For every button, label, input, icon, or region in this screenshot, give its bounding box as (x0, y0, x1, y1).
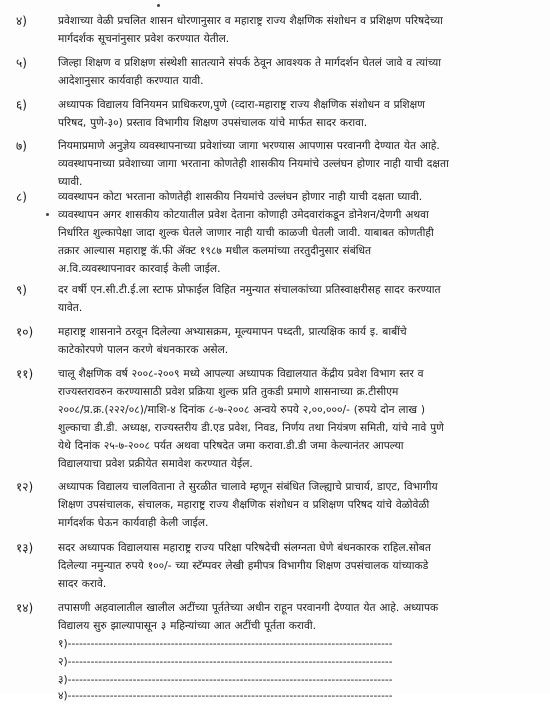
clause-number: ११) (16, 367, 34, 381)
clause-text (58, 365, 538, 473)
clause-text (58, 188, 538, 278)
clause-line: दिलेल्या नमुन्यात रुपये १००/- च्या स्टॅम्पवर लेखी हमीपत्र विभागीय शिक्षण उपसंचालक यांच्याकडे (58, 560, 429, 572)
clause-line: शुल्काचा डी.डी. अध्यक्ष, राज्यस्तरीय डी.एड प्रवेश, निवड, निर्णय तथा नियंत्रण समिती, यांचे नावे पुणे (58, 422, 444, 434)
condition-blank-line: ३)------------------------------------------------------------------------------------- (58, 674, 393, 686)
clause-line: तक्रार आल्यास महाराष्ट्र कॅ.फी ॲक्ट १९८७ मधील कलमांच्या तरतुदीनुसार संबंधित (58, 245, 372, 257)
clause-line: घ्यावी. (58, 176, 83, 188)
clause-line: प्रवेशाच्या वेळी प्रचलित शासन धोरणानुसार व महाराष्ट्र राज्य शैक्षणिक संशोधन व प्रशिक्षण परिषदेच्या (58, 15, 443, 27)
clause-line: काटेकोरपणे पालन करणे बंधनकारक असेल. (58, 344, 229, 356)
clause-line: विद्यालयाचा प्रवेश प्रक्रीयेत समावेश करण्यात येईल. (58, 458, 253, 470)
clause-text (58, 323, 538, 359)
clause-line: विद्यालय सुरु झाल्यापासून ३ महिन्यांच्या आत अटींची पूर्तता करावी. (58, 620, 316, 632)
clause-text (58, 478, 538, 532)
clause-line: चालू शैक्षणिक वर्ष २००८-२००९ मध्ये आपल्या अध्यापक विद्यालयात केंद्रीय प्रवेश विभाग स्तर व (58, 368, 424, 380)
clause-line: तपासणी अहवालातील खालील अटींच्या पूर्ततेच्या अधीन राहून परवानगी देण्यात येत आहे. अध्यापक (58, 602, 439, 614)
clause-text (58, 12, 538, 48)
clause-line: व्यवस्थापनाच्या प्रवेशाच्या जागा भरताना कोणतेही शासकीय नियमांचे उल्लंघन होणार नाही याची दक्षता (58, 158, 449, 170)
clause-number: ७) (16, 139, 27, 153)
clause-text (58, 539, 538, 593)
clause-line: यावेत. (58, 302, 83, 314)
clause-line: जिल्हा शिक्षण व प्रशिक्षण संस्थेशी सातत्याने संपर्क ठेवून आवश्यक ते मार्गदर्शन घेतलं जावे व त्यांच्या (58, 57, 442, 69)
clause-line: सादर करावे. (58, 578, 107, 590)
clause-number: १४) (16, 601, 34, 615)
condition-blank-line: १)------------------------------------------------------------------------------------- (58, 638, 393, 650)
clause-line: शिक्षण उपसंचालक, संचालक, महाराष्ट्र राज्य शैक्षणिक संशोधन व प्रशिक्षण परिषद यांचे वेळोवेळी (58, 499, 430, 511)
clause-line: परिषद, पुणे-३०) प्रस्ताव विभागीय शिक्षण उपसंचालक यांचे मार्फत सादर करावा. (58, 117, 368, 129)
clause-line: अ.वि.व्यवस्थापनावर कारवाई केली जाईल. (58, 263, 221, 275)
clause-line: आदेशानुसार कार्यवाही करण्यात यावी. (58, 75, 204, 87)
clause-line: २००८/प्र.क्र.(२२२/०८)/माशि-४ दिनांक ८-७-२००८ अन्वये रुपये २,००,०००/- (रुपये दोन लाख ) (58, 404, 426, 416)
clause-text (58, 54, 538, 90)
clause-line: राज्यस्तरावरुन करण्यासाठी प्रवेश प्रक्रिया शुल्क प्रति तुकडी प्रमाणे शासनाच्या क्र.टीसीएम (58, 386, 399, 398)
clause-number: ६) (16, 98, 27, 112)
clause-number: १२) (16, 480, 34, 494)
clause-line: निर्धारित शुल्कापेक्षा जादा शुल्क घेतले जाणार नाही याची काळजी घेतली जावी. याबाबत कोणतीही (58, 227, 434, 239)
clause-line: नियमाप्रमाणे अनुज्ञेय व्यवस्थापनाच्या प्रवेशांच्या जागा भरण्यास आपणास परवानगी देण्यात येत आहे. (58, 140, 440, 152)
clause-text (58, 599, 538, 635)
clause-text (58, 137, 538, 191)
condition-blank-line: २)------------------------------------------------------------------------------------- (58, 656, 393, 668)
clause-line: व्यवस्थापन कोटा भरताना कोणतेही शासकीय नियमांचे उल्लंघन होणार नाही याची दक्षता घ्यावी. (58, 191, 423, 203)
clause-line: मार्गदर्शक सूचनांनुसार प्रवेश करण्यात येतील. (58, 33, 230, 45)
clause-text (58, 281, 538, 317)
clause-number: १३) (16, 541, 34, 555)
clause-number: ४) (16, 14, 27, 28)
clause-number: ५) (16, 56, 27, 70)
clause-line: दर वर्षी एन.सी.टी.ई.ला स्टाफ प्रोफाईल विहित नमुन्यात संचालकांच्या प्रतिस्वाक्षरीसह सादर करण्यात (58, 284, 441, 296)
clause-number: ९) (16, 283, 27, 297)
clause-line: महाराष्ट्र शासनाने ठरवून दिलेल्या अभ्यासक्रम, मूल्यमापन पध्दती, प्रात्यक्षिक कार्य इ. बाबींचे (58, 326, 407, 338)
top-dot-mark (157, 4, 160, 7)
clause-line: मार्गदर्शक घेऊन कार्यवाही केली जाईल. (58, 517, 209, 529)
condition-blank-line: ४)------------------------------------------------------------------------------------- (58, 690, 393, 702)
clause-number: १०) (16, 325, 34, 339)
clause-line: अध्यापक विद्यालय चालविताना ते सुरळीत चालावे म्हणून संबंधित जिल्ह्याचे प्राचार्य, डाएट, विभागीय (58, 481, 438, 493)
clause-line: सदर अध्यापक विद्यालयास महाराष्ट्र राज्य परिक्षा परिषदेची संलग्नता घेणे बंधनकारक राहिल.सोबत (58, 542, 431, 554)
side-dot-mark (46, 213, 49, 216)
clause-text (58, 96, 538, 132)
clause-line: अध्यापक विद्यालय विनियमन प्राधिकरण,पुणे (व्दारा-महाराष्ट्र राज्य शैक्षणिक संशोधन व प्रशिक्षण (58, 99, 425, 111)
clause-number: ८) (16, 190, 27, 204)
clause-line: व्यवस्थापन अगर शासकीय कोटयातील प्रवेश देताना कोणाही उमेदवारांकडून डोनेशन/देणगी अथवा (58, 209, 429, 221)
clause-line: येथे दिनांक २५-७-२००८ पर्यत अथवा परिषदेत जमा करावा.डी.डी जमा केल्यानंतर आपल्या (58, 440, 404, 452)
